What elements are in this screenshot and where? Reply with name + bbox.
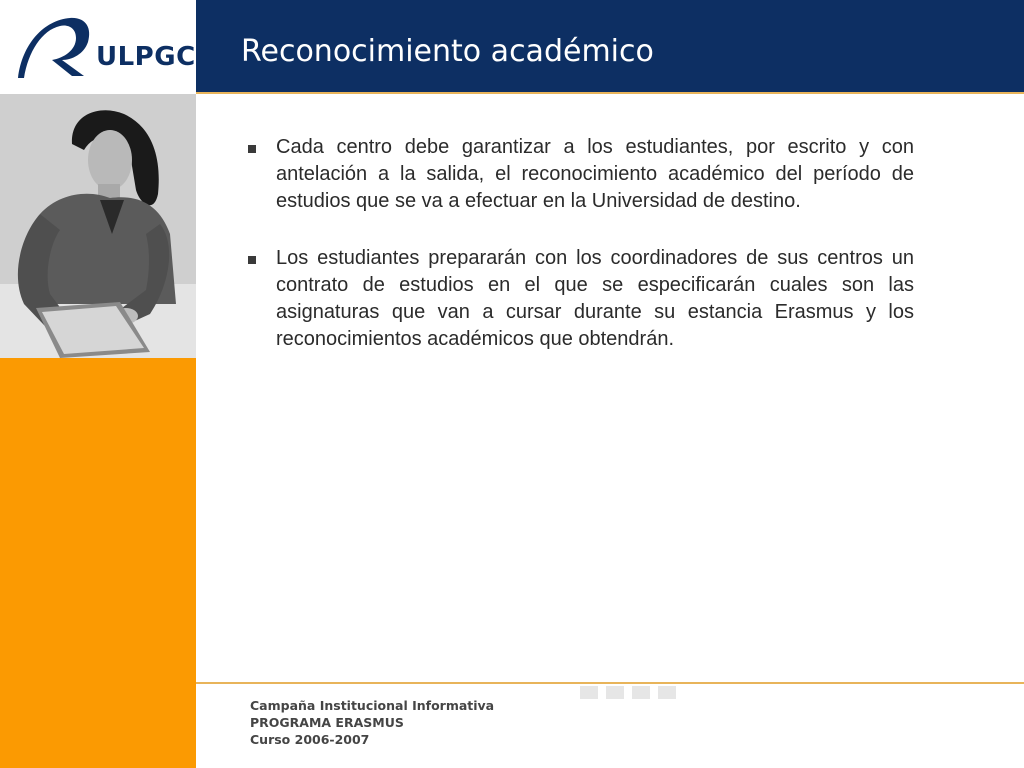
decor-square — [632, 686, 650, 699]
bullet-text: Cada centro debe garantizar a los estudiantes, por escrito y con antelación a la salida, el reconocimiento académico del período de estudios que se va a efectuar en la Universidad de destino. — [276, 136, 914, 212]
header-divider — [196, 92, 1024, 94]
bullet-square-icon — [248, 256, 256, 264]
portrait-illustration — [0, 94, 196, 358]
orange-side-panel — [0, 358, 196, 768]
footer-course: Curso 2006-2007 — [250, 732, 370, 747]
bullet-item — [246, 134, 914, 215]
logo — [0, 0, 196, 92]
decor-square — [606, 686, 624, 699]
bullet-square-icon — [248, 145, 256, 153]
footer-decoration — [580, 686, 676, 699]
footer-divider — [196, 682, 1024, 684]
bullet-list — [246, 134, 914, 383]
footer-campaign: Campaña Institucional Informativa — [250, 698, 495, 713]
decor-square — [580, 686, 598, 699]
left-column — [0, 0, 196, 768]
bullet-item — [246, 245, 914, 353]
footer-program: PROGRAMA ERASMUS — [250, 715, 404, 730]
woman-portrait-photo — [0, 94, 196, 358]
header-bar — [196, 0, 1024, 92]
footer-info — [250, 697, 494, 748]
decor-square — [658, 686, 676, 699]
bullet-text: Los estudiantes prepararán con los coordinadores de sus centros un contrato de estudios en el que se especificarán cuales son las asignaturas que van a cursar durante su estancia Erasmus y los reconocimientos académicos que obtendrán. — [276, 247, 914, 350]
page-title: Reconocimiento académico — [241, 34, 654, 69]
logo-text: ULPGC — [96, 42, 196, 72]
ulpgc-logo-icon — [14, 14, 94, 80]
